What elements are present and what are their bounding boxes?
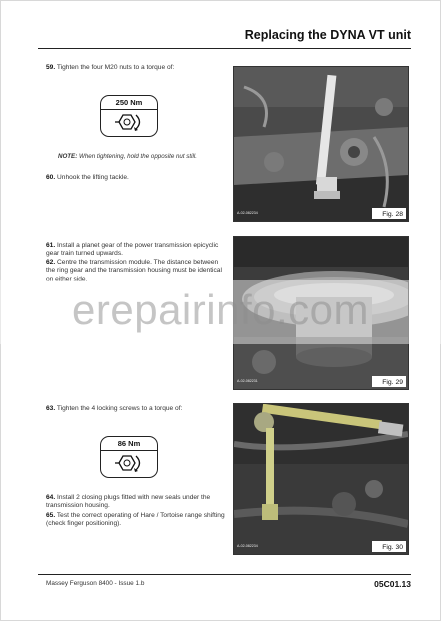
- figure-caption: Fig. 30: [382, 544, 403, 551]
- step-number: 61.: [46, 242, 56, 249]
- figure-caption: Fig. 29: [382, 379, 403, 386]
- torque-value: 250 Nm: [115, 98, 143, 107]
- figure-30-photo: [233, 403, 409, 555]
- footer-rule: [38, 574, 411, 575]
- step-text: Install a planet gear of the power transmission epicyclic gear train turned upwards.: [46, 242, 219, 258]
- header-rule: [38, 48, 411, 49]
- figure-code: A-02-082231: [237, 379, 258, 383]
- wrench-on-nut-image: [234, 67, 408, 221]
- page-title: Replacing the DYNA VT unit: [244, 28, 411, 42]
- step-number: 65.: [46, 512, 56, 519]
- torque-value: 86 Nm: [117, 439, 141, 448]
- step-59: [46, 64, 226, 72]
- step-number: 63.: [46, 405, 56, 412]
- figure-code: A-02-082234: [237, 544, 258, 548]
- torque-divider: [101, 109, 157, 110]
- torque-spec-box: [100, 436, 158, 478]
- step-number: 64.: [46, 494, 56, 501]
- nut-torque-icon: [115, 111, 145, 133]
- step-text: Install 2 closing plugs fitted with new seals under the transmission housing.: [46, 494, 211, 510]
- step-61: [46, 242, 228, 259]
- step-text: Unhook the lifting tackle.: [57, 174, 129, 181]
- step-number: 59.: [46, 64, 56, 71]
- step-60: [46, 174, 226, 182]
- torque-divider: [101, 450, 157, 451]
- figure-28-photo: [233, 66, 409, 222]
- watermark: erepairinfo.com: [72, 286, 369, 333]
- note: [58, 153, 197, 160]
- step-number: 62.: [46, 259, 56, 266]
- footer-page-code: 05C01.13: [374, 579, 411, 589]
- nut-torque-icon: [115, 452, 145, 474]
- figure-code: A-02-082234: [237, 211, 258, 215]
- step-text: Tighten the four M20 nuts to a torque of:: [56, 64, 175, 71]
- step-64: [46, 494, 228, 511]
- torque-spec-box: [100, 95, 158, 137]
- step-text: Centre the transmission module. The distance between the ring gear and the transmission housing must be identical on either side.: [46, 259, 222, 283]
- step-number: 60.: [46, 174, 56, 181]
- note-label: NOTE:: [58, 153, 78, 160]
- step-text: Tighten the 4 locking screws to a torque of:: [56, 405, 183, 412]
- step-text: Test the correct operating of Hare / Tortoise range shifting (check finger positioning).: [46, 512, 225, 528]
- note-text: When tightening, hold the opposite nut still.: [78, 153, 197, 160]
- torque-wrench-image: [234, 404, 408, 554]
- step-63: [46, 405, 226, 413]
- figure-caption: Fig. 28: [382, 211, 403, 218]
- footer-manual-name: Massey Ferguson 8400 - Issue 1.b: [46, 580, 145, 587]
- step-65: [46, 512, 228, 529]
